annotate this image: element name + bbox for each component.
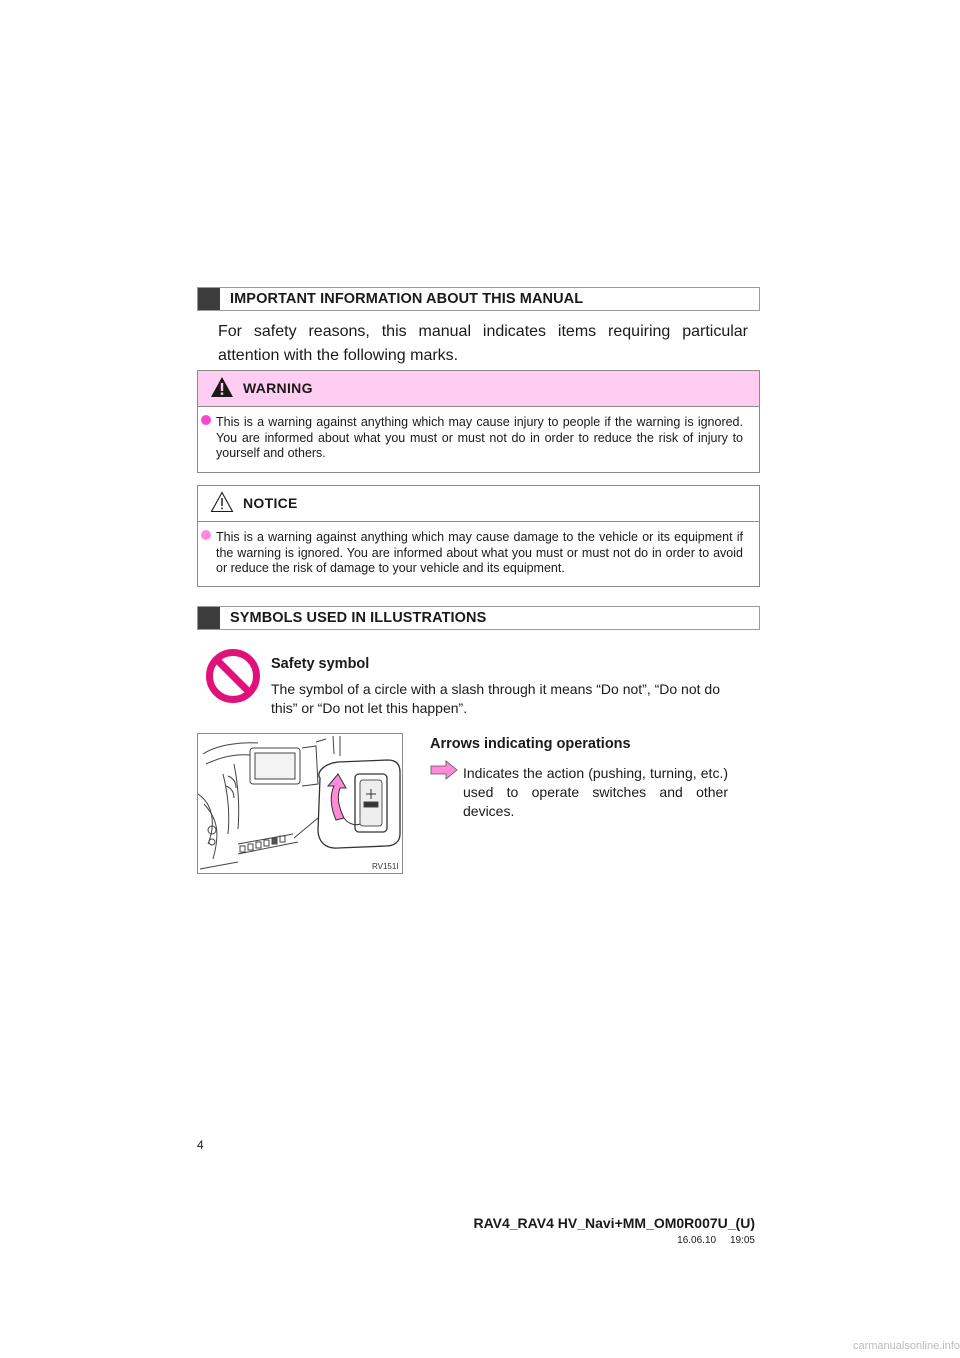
section-header-important-info xyxy=(197,287,760,311)
section-header-marker xyxy=(198,607,220,629)
footer-model-code: RAV4_RAV4 HV_Navi+MM_OM0R007U_(U) xyxy=(473,1215,755,1231)
warning-triangle-icon xyxy=(210,376,234,398)
notice-body xyxy=(198,522,759,587)
dashboard-illustration xyxy=(197,733,403,874)
notice-title: NOTICE xyxy=(243,495,298,511)
section-header-marker xyxy=(198,288,220,310)
section-title: IMPORTANT INFORMATION ABOUT THIS MANUAL xyxy=(230,291,584,307)
warning-body xyxy=(198,407,759,472)
arrows-title: Arrows indicating operations xyxy=(430,736,631,752)
watermark: carmanualsonline.info xyxy=(852,1340,960,1352)
arrows-text: Indicates the action (pushing, turning, etc.) used to operate switches and other devices. xyxy=(463,765,728,819)
prohibition-icon xyxy=(205,648,261,704)
safety-symbol-text: The symbol of a circle with a slash through it means “Do not”, “Do not do this” or “Do not let this happen”. xyxy=(271,681,720,716)
bullet-icon xyxy=(201,415,211,425)
warning-text: This is a warning against anything which may cause injury to people if the warning is ignored. You are informed about what you must or must not do in order to reduce the risk of injury to yourself and others. xyxy=(216,415,743,460)
dashboard-usb-port-drawing xyxy=(198,734,403,874)
warning-title: WARNING xyxy=(243,380,313,396)
operation-arrow-icon xyxy=(430,760,458,780)
illustration-code: RV151I xyxy=(372,862,399,871)
warning-box xyxy=(197,370,760,473)
warning-header xyxy=(198,371,759,407)
footer-date: 16.06.10 19:05 xyxy=(677,1235,755,1246)
page-number: 4 xyxy=(197,1138,204,1152)
section-header-symbols xyxy=(197,606,760,630)
notice-header xyxy=(198,486,759,522)
notice-text: This is a warning against anything which may cause damage to the vehicle or its equipment if the warning is ignored. You are informed about what you must or must not do in order to avoid or reduce the risk of damage to your vehicle and its equipment. xyxy=(216,530,743,575)
intro-paragraph: For safety reasons, this manual indicates items requiring particular attention with the following marks. xyxy=(218,323,748,364)
section-title: SYMBOLS USED IN ILLUSTRATIONS xyxy=(230,610,487,626)
safety-symbol-title: Safety symbol xyxy=(271,656,370,672)
notice-triangle-icon xyxy=(210,491,234,513)
notice-box xyxy=(197,485,760,587)
bullet-icon xyxy=(201,530,211,540)
